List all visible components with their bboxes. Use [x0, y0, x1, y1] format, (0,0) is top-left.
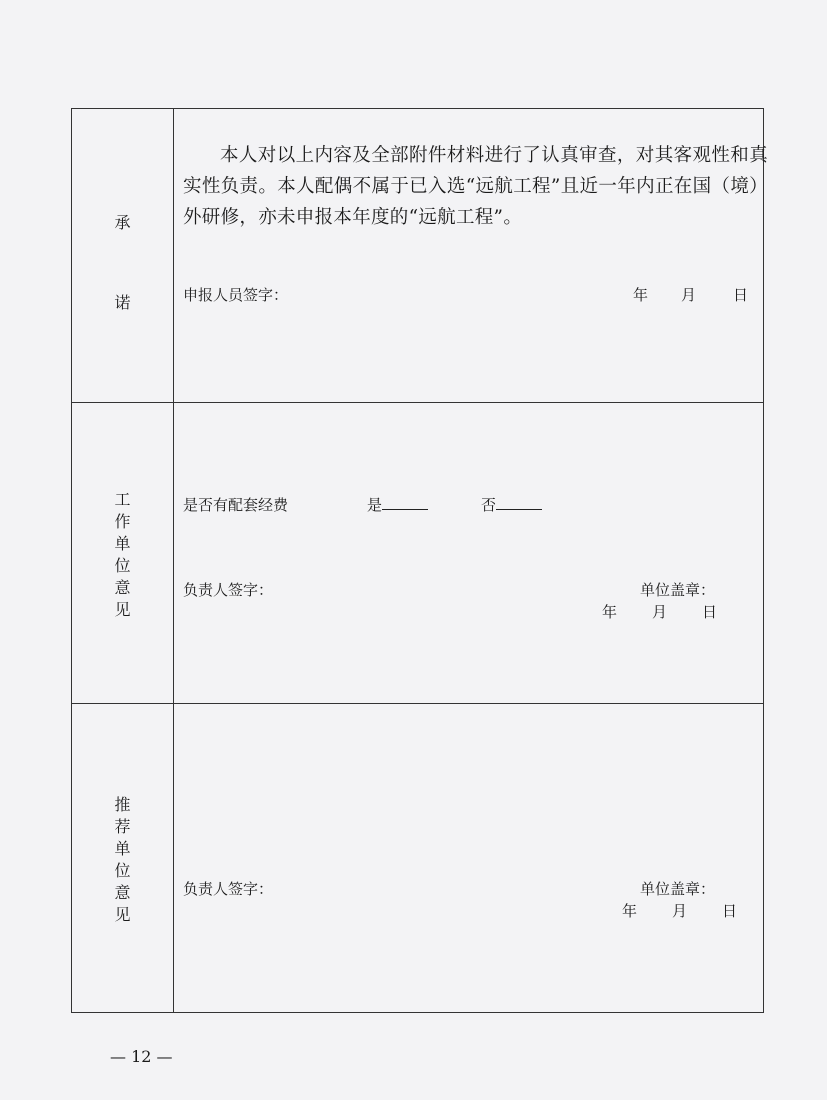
- date-month: 月: [681, 286, 697, 304]
- date-day: 日: [733, 286, 749, 304]
- funding-yes[interactable]: [367, 494, 428, 515]
- work-unit-label: [72, 489, 173, 621]
- supervisor-signature-label: 负责人签字：: [183, 581, 274, 599]
- label-char: 位: [114, 861, 131, 880]
- date-year: 年: [622, 902, 638, 920]
- date-month: 月: [672, 902, 688, 920]
- date-year: 年: [633, 286, 649, 304]
- funding-question: 是否有配套经费: [183, 496, 289, 514]
- date-day: 日: [722, 902, 738, 920]
- funding-no[interactable]: [481, 494, 542, 515]
- date-year: 年: [602, 603, 618, 621]
- label-char: 承: [114, 213, 131, 232]
- unit-seal-label: 单位盖章：: [640, 581, 716, 599]
- date-month: 月: [652, 603, 668, 621]
- pledge-label: [72, 292, 173, 314]
- work-unit-row: [72, 402, 763, 703]
- label-char: 作: [114, 512, 131, 531]
- label-char: 位: [114, 556, 131, 575]
- label-char: 荐: [114, 817, 131, 836]
- no-blank[interactable]: [496, 495, 542, 510]
- label-char: 见: [114, 600, 131, 619]
- no-label: 否: [481, 496, 497, 514]
- label-char: 意: [114, 578, 131, 597]
- form-table: [71, 108, 768, 1013]
- unit-seal-label: 单位盖章：: [640, 880, 716, 898]
- pledge-content: [174, 109, 768, 402]
- recommending-unit-content: [174, 704, 763, 1012]
- recommending-unit-label: [72, 794, 173, 926]
- label-char: 推: [114, 795, 131, 814]
- label-char: 工: [114, 490, 131, 509]
- recommending-unit-row: [72, 703, 763, 1012]
- page-number: — 12 —: [110, 1047, 173, 1066]
- supervisor-signature-label: 负责人签字：: [183, 880, 274, 898]
- yes-label: 是: [367, 496, 383, 514]
- pledge-statement: 本人对以上内容及全部附件材料进行了认真审查，对其客观性和真实性负责。本人配偶不属于已入选“远航工程”且近一年内正在国（境）外研修，亦未申报本年度的“远航工程”。: [183, 145, 768, 228]
- applicant-signature-label: 申报人员签字：: [183, 286, 289, 304]
- work-unit-content: [174, 403, 763, 703]
- yes-blank[interactable]: [382, 495, 428, 510]
- label-char: 见: [114, 905, 131, 924]
- label-char: 单: [114, 534, 131, 553]
- pledge-row: [72, 109, 768, 402]
- pledge-label: [72, 212, 173, 234]
- date-day: 日: [702, 603, 718, 621]
- label-char: 诺: [114, 293, 131, 312]
- label-char: 单: [114, 839, 131, 858]
- label-char: 意: [114, 883, 131, 902]
